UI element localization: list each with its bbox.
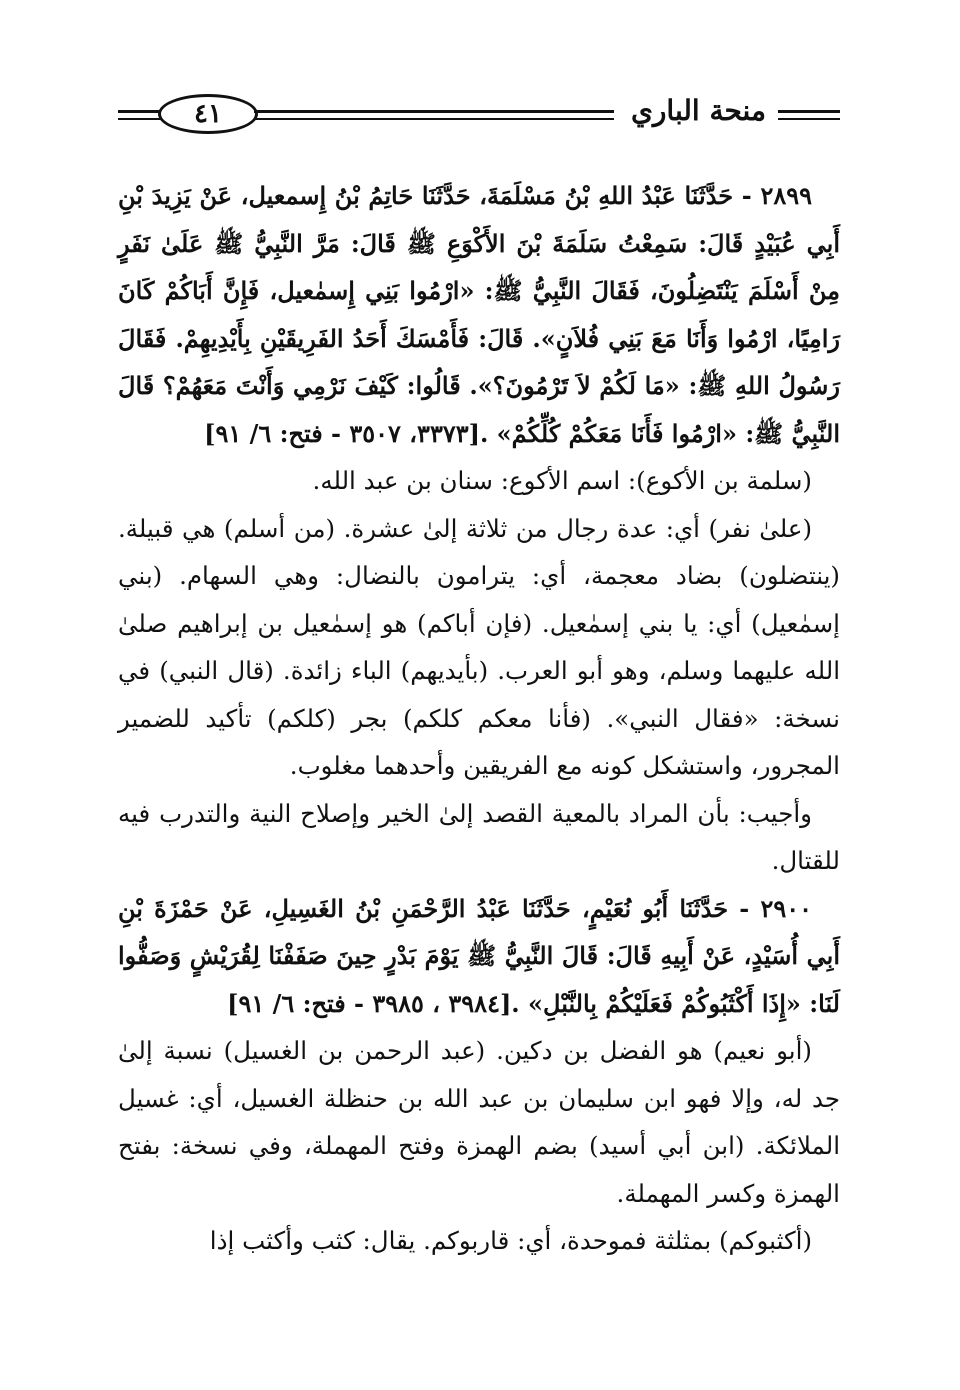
hadith-2900: ٢٩٠٠ - حَدَّثَنَا أَبُو نُعَيْمٍ، حَدَّثَنَا عَبْدُ الرَّحْمَنِ بْنُ الغَسِيلِ، عَنْ حَمْزَةَ بْنِ أَبِي أُسَيْدٍ، عَنْ أَبِيهِ قَالَ: قَالَ النَّبِيُّ ﷺ يَوْمَ بَدْرٍ حِينَ صَفَفْنَا لِقُرَيْشٍ وَصَفُّوا لَنَا: «إِذَا أَكْثَبُوكُمْ فَعَلَيْكُمْ بِالنَّبْلِ» .[٣٩٨٤ ، ٣٩٨٥ - فتح: ٦/ ٩١] — [118, 893, 840, 1018]
hadith-2899: ٢٨٩٩ - حَدَّثَنَا عَبْدُ اللهِ بْنُ مَسْلَمَةَ، حَدَّثَنَا حَاتِمُ بْنُ إِسمعيل، عَنْ يَزِيدَ بْنِ أَبِي عُبَيْدٍ قَالَ: سَمِعْتُ سَلَمَةَ بْنَ الأَكْوَعِ ﷺ قَالَ: مَرَّ النَّبِيُّ ﷺ عَلَىٰ نَفَرٍ مِنْ أَسْلَمَ يَنْتَضِلُونَ، فَقَالَ النَّبِيُّ ﷺ: «ارْمُوا بَنِي إِسمٰعيل، فَإِنَّ أَبَاكُمْ كَانَ رَامِيًا، ارْمُوا وَأَنَا مَعَ بَنِي فُلاَنٍ». قَالَ: فَأَمْسَكَ أَحَدُ الفَرِيقَيْنِ بِأَيْدِيهِمْ. فَقَالَ رَسُولُ اللهِ ﷺ: «مَا لَكُمْ لاَ تَرْمُونَ؟». قَالُوا: كَيْفَ نَرْمِي وَأَنْتَ مَعَهُمْ؟ قَالَ النَّبِيُّ ﷺ: «ارْمُوا فَأَنَا مَعَكُمْ كُلِّكُمْ» .[٣٣٧٣، ٣٥٠٧ - فتح: ٦/ ٩١] — [118, 181, 841, 448]
commentary-paragraph: وأجيب: بأن المراد بالمعية القصد إلىٰ الخير وإصلاح النية والتدرب فيه للقتال. — [118, 798, 840, 875]
commentary-paragraph: (أبو نعيم) هو الفضل بن دكين. (عبد الرحمن بن الغسيل) نسبة إلىٰ جد له، وإلا فهو ابن سليمان بن عبد الله بن حنظلة الغسيل، أي: غسيل الملائكة. (ابن أبي أسيد) بضم الهمزة وفتح المهملة، وفي نسخة: بفتح الهمزة وكسر المهملة. — [118, 1036, 840, 1208]
header-rule-center — [254, 110, 614, 113]
header-rule-right — [778, 110, 840, 113]
header-rule-left — [118, 110, 162, 113]
header-rule-right-lower — [778, 118, 840, 120]
header-rule-left-lower — [118, 118, 162, 120]
commentary-paragraph: (سلمة بن الأكوع): اسم الأكوع: سنان بن عبد الله. — [312, 466, 812, 495]
book-title: منحة الباري — [630, 94, 766, 127]
page-body — [118, 172, 840, 1265]
page-number: ٤١ — [158, 94, 258, 134]
commentary-paragraph: (علىٰ نفر) أي: عدة رجال من ثلاثة إلىٰ عشرة. (من أسلم) هي قبيلة. (ينتضلون) بضاد معجمة، أي: يترامون بالنضال: وهي السهام. (بني إسمٰعيل) أي: يا بني إسمٰعيل. (فإن أباكم) هو إسمٰعيل بن إبراهيم صلىٰ الله عليهما وسلم، وهو أبو العرب. (بأيديهم) الباء زائدة. (قال النبي) في نسخة: «فقال النبي». (فأنا معكم كلكم) بجر (كلكم) تأكيد للضمير المجرور، واستشكل كونه مع الفريقين وأحدهما مغلوب. — [118, 513, 840, 780]
commentary-paragraph: (أكثبوكم) بمثلثة فموحدة، أي: قاربوكم. يقال: كثب وأكثب إذا — [209, 1226, 812, 1255]
header-rule-center-lower — [254, 118, 614, 120]
page-header — [118, 92, 840, 140]
